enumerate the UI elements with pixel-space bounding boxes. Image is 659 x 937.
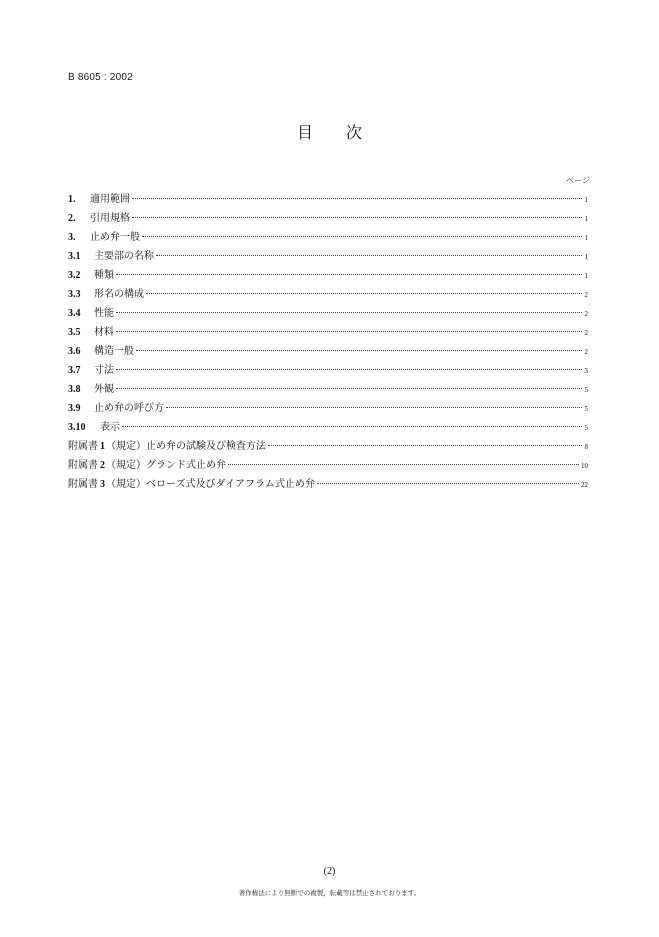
toc-entry[interactable]	[68, 380, 588, 399]
toc-entry-title: 寸法	[94, 365, 114, 376]
annex-title: （規定）グランド式止め弁	[106, 460, 226, 471]
dot-leader	[146, 293, 582, 294]
dot-leader	[156, 255, 582, 256]
dot-leader	[142, 236, 582, 237]
toc-entry-title: 主要部の名称	[94, 251, 154, 262]
toc-entry-title: 材料	[94, 327, 114, 338]
copyright-notice: 著作権法により無断での複製，転載等は禁止されております。	[238, 889, 421, 897]
dot-leader	[166, 407, 582, 408]
toc-entry-number: 2.	[68, 213, 76, 224]
toc-entry-page: 5	[584, 424, 588, 432]
dot-leader	[132, 198, 582, 199]
annex-number: 2	[100, 460, 105, 471]
doc-code: B 8605 : 2002	[68, 72, 133, 83]
toc-entry-title: 止め弁の呼び方	[94, 403, 164, 414]
toc-entry-title: 適用範囲	[90, 194, 130, 205]
annex-prefix: 附属書	[68, 479, 98, 490]
page-column-label: ページ	[566, 176, 590, 185]
dot-leader	[116, 274, 582, 275]
page-title: 目 次	[296, 123, 377, 142]
toc-entry-page: 1	[584, 272, 588, 280]
toc-entry-number: 3.4	[68, 308, 81, 319]
toc-entry-page: 8	[584, 443, 588, 451]
toc-annex-entry[interactable]	[68, 437, 588, 456]
toc-entry-page: 3	[584, 367, 588, 375]
toc-entry[interactable]	[68, 190, 588, 209]
toc-entry-page: 1	[584, 196, 588, 204]
toc-entry-page: 5	[584, 386, 588, 394]
toc-entry[interactable]	[68, 266, 588, 285]
annex-prefix: 附属書	[68, 460, 98, 471]
toc-entry-page: 1	[584, 234, 588, 242]
toc-entry-page: 1	[584, 215, 588, 223]
dot-leader	[136, 350, 582, 351]
toc-entry-number: 3.5	[68, 327, 81, 338]
toc-entry-number: 3.10	[68, 422, 86, 433]
toc-entry-title: 外観	[94, 384, 114, 395]
toc-entry-title: 種類	[94, 270, 114, 281]
toc-entry[interactable]	[68, 418, 588, 437]
toc-entry-page: 1	[584, 253, 588, 261]
toc-entry-number: 3.1	[68, 251, 81, 262]
toc-entry-title: 止め弁一般	[90, 232, 140, 243]
toc-entry[interactable]	[68, 399, 588, 418]
annex-title: （規定）止め弁の試験及び検査方法	[106, 441, 266, 452]
annex-title: （規定）ベローズ式及びダイアフラム式止め弁	[106, 479, 315, 490]
dot-leader	[317, 483, 579, 484]
toc-entry-page: 22	[581, 481, 588, 489]
toc-entry[interactable]	[68, 209, 588, 228]
dot-leader	[228, 464, 579, 465]
dot-leader	[116, 388, 582, 389]
toc-entry[interactable]	[68, 285, 588, 304]
toc-entry-title: 構造一般	[94, 346, 134, 357]
toc-entry[interactable]	[68, 342, 588, 361]
toc-entry-title: 引用規格	[90, 213, 130, 224]
toc-entry-number: 3.2	[68, 270, 81, 281]
table-of-contents	[68, 190, 588, 494]
toc-entry-page: 5	[584, 405, 588, 413]
dot-leader	[132, 217, 582, 218]
annex-prefix: 附属書	[68, 441, 98, 452]
toc-entry-number: 3.7	[68, 365, 81, 376]
toc-entry-page: 10	[581, 462, 588, 470]
toc-entry-number: 3.	[68, 232, 76, 243]
toc-entry[interactable]	[68, 228, 588, 247]
dot-leader	[122, 426, 582, 427]
dot-leader	[116, 331, 582, 332]
toc-entry-number: 3.9	[68, 403, 81, 414]
toc-entry-title: 形名の構成	[94, 289, 144, 300]
toc-entry-page: 2	[584, 291, 588, 299]
annex-number: 3	[100, 479, 105, 490]
toc-entry-number: 3.6	[68, 346, 81, 357]
dot-leader	[116, 369, 582, 370]
toc-entry[interactable]	[68, 247, 588, 266]
toc-entry[interactable]	[68, 361, 588, 380]
toc-entry-number: 3.8	[68, 384, 81, 395]
toc-entry-page: 2	[584, 348, 588, 356]
toc-entry[interactable]	[68, 304, 588, 323]
page-number: (2)	[323, 866, 336, 877]
toc-entry-page: 2	[584, 329, 588, 337]
toc-entry-title: 表示	[100, 422, 120, 433]
toc-entry[interactable]	[68, 323, 588, 342]
toc-entry-number: 1.	[68, 194, 76, 205]
dot-leader	[268, 445, 582, 446]
toc-annex-entry[interactable]	[68, 475, 588, 494]
toc-entry-number: 3.3	[68, 289, 81, 300]
toc-entry-title: 性能	[94, 308, 114, 319]
toc-entry-page: 2	[584, 310, 588, 318]
annex-number: 1	[100, 441, 105, 452]
toc-annex-entry[interactable]	[68, 456, 588, 475]
dot-leader	[116, 312, 582, 313]
